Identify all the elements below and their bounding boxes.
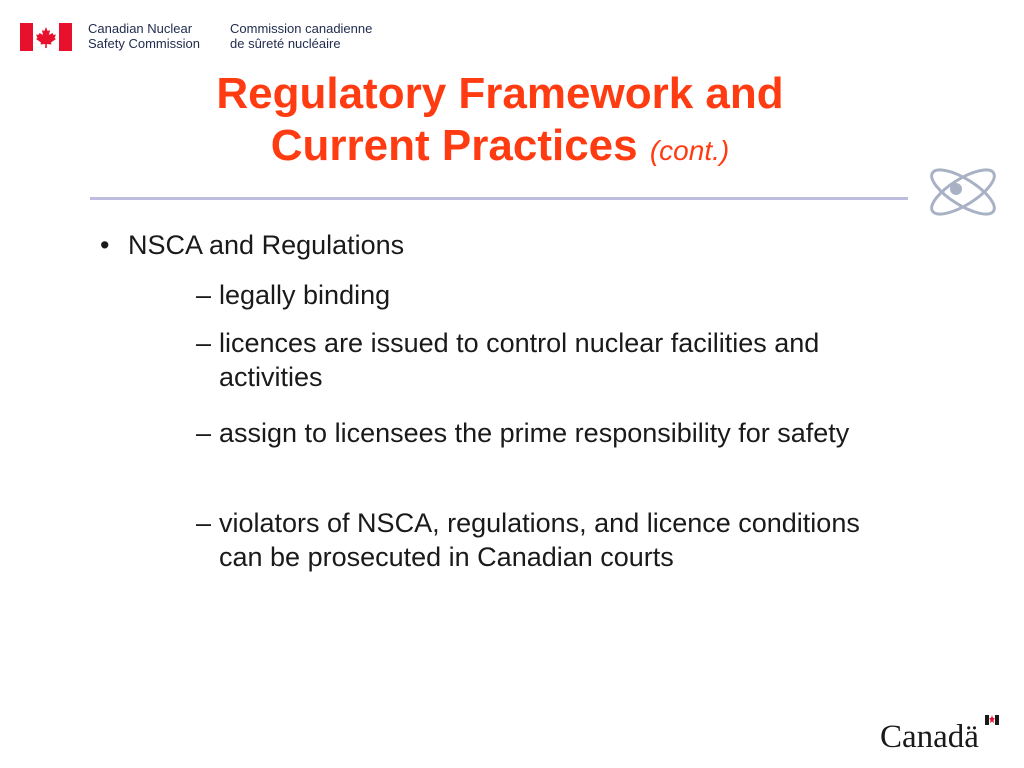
canada-wordmark <box>880 714 1004 754</box>
dash-marker: – <box>196 418 212 448</box>
agency-name-english <box>88 21 200 51</box>
subitem-text: licences are issued to control nuclear facilities and activities <box>219 328 820 392</box>
subitem-licences-issued <box>196 326 926 394</box>
subitem-text: legally binding <box>219 280 391 310</box>
slide-title <box>0 68 1000 177</box>
agency-name-english-line2: Safety Commission <box>88 36 200 51</box>
canada-wordmark-text: Canadä <box>880 719 979 754</box>
agency-name-french-line2: de sûreté nucléaire <box>230 36 341 51</box>
dash-marker: – <box>196 280 212 310</box>
title-divider <box>90 197 908 200</box>
bullet-nsca-regulations <box>100 228 404 262</box>
agency-name-french <box>230 21 372 51</box>
bullet-text: NSCA and Regulations <box>128 230 405 260</box>
dash-marker: – <box>196 328 212 358</box>
dash-marker: – <box>196 508 212 538</box>
canada-flag-icon <box>20 23 72 51</box>
subitem-text: assign to licensees the prime responsibility for safety <box>219 418 850 448</box>
subitem-prime-responsibility <box>196 416 876 450</box>
agency-name-french-line1: Commission canadienne <box>230 21 373 36</box>
subitem-violators-prosecuted <box>196 506 886 574</box>
slide-title-line1: Regulatory Framework and <box>216 69 784 118</box>
atom-icon <box>920 152 1006 232</box>
slide-title-line2 <box>0 120 1000 177</box>
subitem-text: violators of NSCA, regulations, and licence conditions can be prosecuted in Canadian courts <box>219 508 860 572</box>
slide-title-cont: (cont.) <box>649 135 730 166</box>
agency-name-english-line1: Canadian Nuclear <box>88 21 193 36</box>
slide-title-line2-text: Current Practices <box>270 121 638 170</box>
subitem-legally-binding <box>196 278 926 312</box>
bullet-marker: • <box>100 230 110 260</box>
